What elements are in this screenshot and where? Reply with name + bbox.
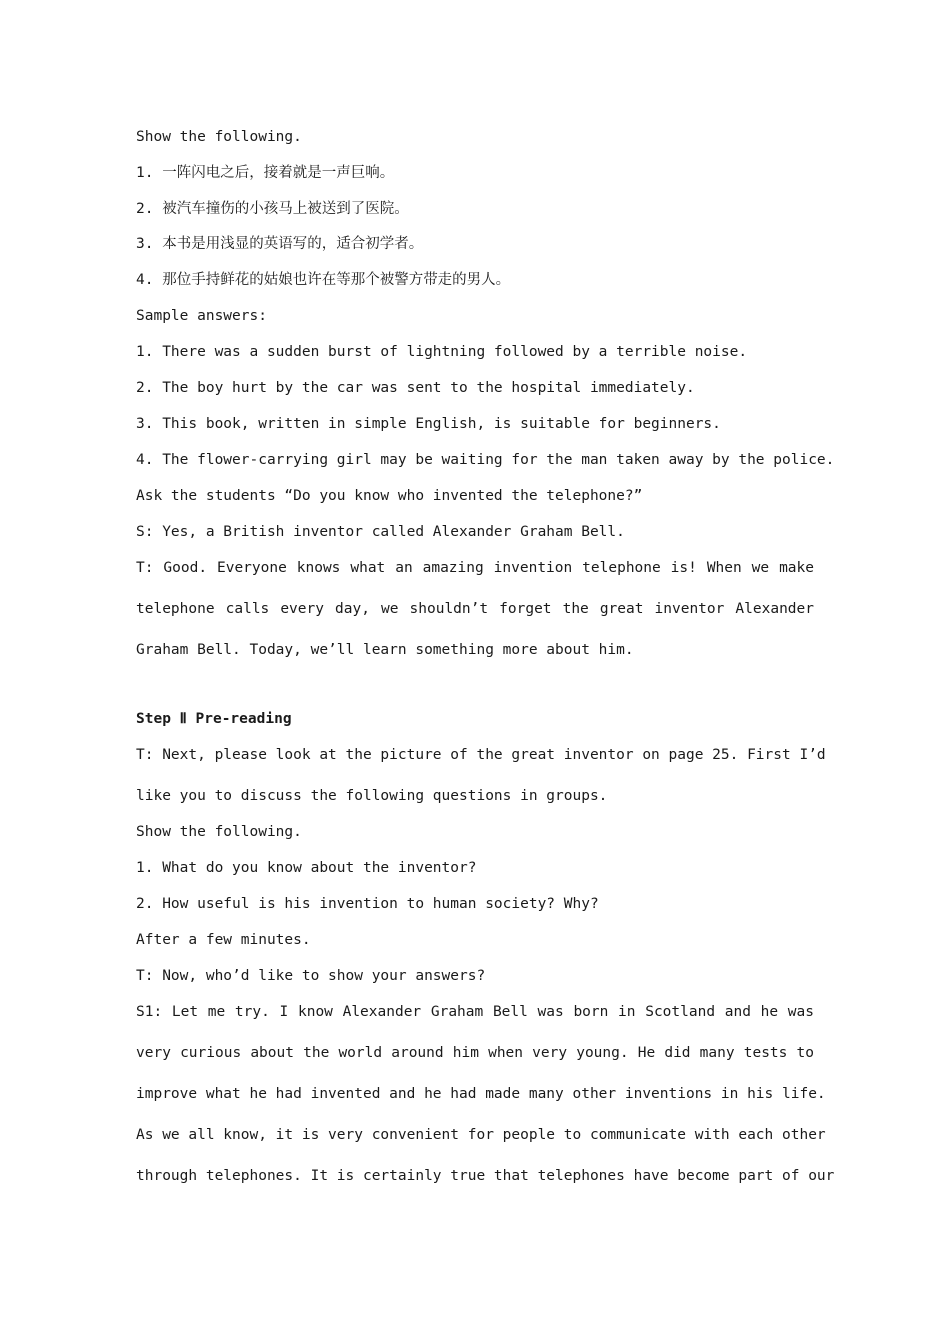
- sample-answer-2: 2. The boy hurt by the car was sent to the hospital immediately.: [136, 380, 695, 396]
- sample-answers-heading: Sample answers:: [136, 308, 267, 324]
- step2-teacher-line-1: T: Next, please look at the picture of the great inventor on page 25. First I’d: [136, 747, 826, 763]
- s1-line-5: through telephones. It is certainly true that telephones have become part of our: [136, 1168, 835, 1184]
- step-2-heading: Step Ⅱ Pre-reading: [136, 711, 292, 727]
- teacher-ask-line: T: Now, who’d like to show your answers?: [136, 968, 486, 984]
- s1-line-1: S1: Let me try. I know Alexander Graham Bell was born in Scotland and he was: [136, 1004, 814, 1020]
- step2-show-following: Show the following.: [136, 824, 302, 840]
- sample-answer-1: 1. There was a sudden burst of lightning followed by a terrible noise.: [136, 344, 748, 360]
- after-minutes-line: After a few minutes.: [136, 932, 311, 948]
- teacher-line-3: Graham Bell. Today, we’ll learn something more about him.: [136, 642, 634, 658]
- chinese-sentence-4: 4. 那位手持鲜花的姑娘也许在等那个被警方带走的男人。: [136, 272, 511, 288]
- teacher-line-1: T: Good. Everyone knows what an amazing invention telephone is! When we make: [136, 560, 814, 576]
- ask-students-line: Ask the students “Do you know who invented the telephone?”: [136, 488, 643, 504]
- teacher-line-2: telephone calls every day, we shouldn’t forget the great inventor Alexander: [136, 601, 814, 617]
- sample-answer-4: 4. The flower-carrying girl may be waiting for the man taken away by the police.: [136, 452, 835, 468]
- question-2: 2. How useful is his invention to human society? Why?: [136, 896, 599, 912]
- chinese-sentence-1: 1. 一阵闪电之后，接着就是一声巨响。: [136, 165, 395, 181]
- sample-answer-3: 3. This book, written in simple English, is suitable for beginners.: [136, 416, 721, 432]
- student-reply: S: Yes, a British inventor called Alexander Graham Bell.: [136, 524, 625, 540]
- step2-teacher-line-2: like you to discuss the following questions in groups.: [136, 788, 608, 804]
- s1-line-4: As we all know, it is very convenient for people to communicate with each other: [136, 1127, 826, 1143]
- chinese-sentence-3: 3. 本书是用浅显的英语写的，适合初学者。: [136, 236, 424, 252]
- question-1: 1. What do you know about the inventor?: [136, 860, 477, 876]
- s1-line-3: improve what he had invented and he had made many other inventions in his life.: [136, 1086, 826, 1102]
- s1-line-2: very curious about the world around him when very young. He did many tests to: [136, 1045, 814, 1061]
- chinese-sentence-2: 2. 被汽车撞伤的小孩马上被送到了医院。: [136, 201, 409, 217]
- show-following-line: Show the following.: [136, 129, 302, 145]
